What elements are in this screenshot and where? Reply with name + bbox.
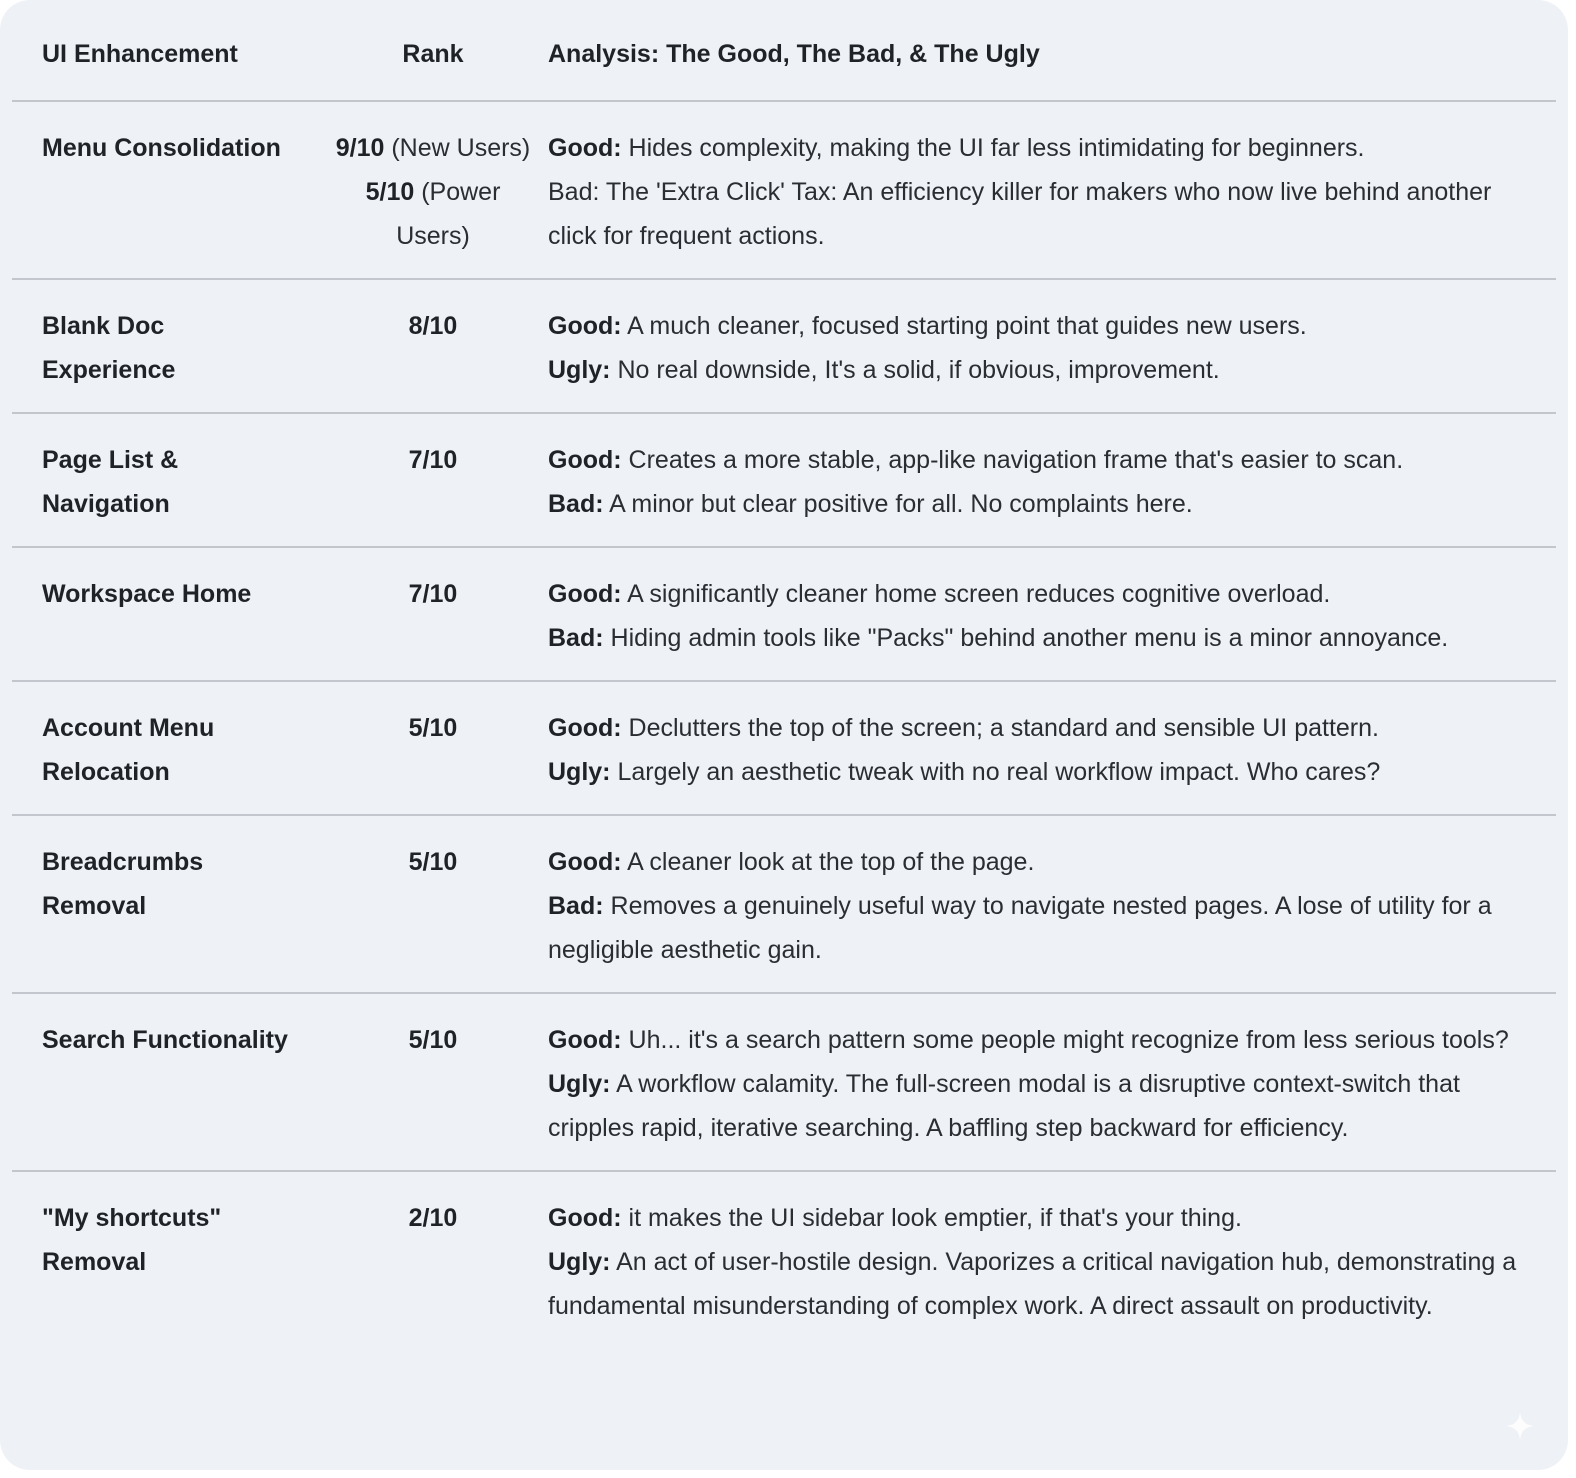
table-header-row [12, 18, 1556, 101]
analysis-line [548, 348, 1530, 392]
rank-score: 5/10 [408, 848, 458, 876]
analysis-text: Removes a genuinely useful way to navigate nested pages. A lose of utility for a negligible aesthetic gain. [548, 892, 1492, 964]
feature-name: Account Menu Relocation [12, 681, 330, 815]
analysis-label: Bad: [548, 892, 604, 920]
analysis-text: Largely an aesthetic tweak with no real workflow impact. Who cares? [610, 758, 1381, 786]
rank-score: 9/10 [335, 134, 385, 162]
analysis-text: A workflow calamity. The full-screen modal is a disruptive context-switch that cripples rapid, iterative searching. A baffling step backward for efficiency. [548, 1070, 1460, 1142]
analysis-cell [536, 993, 1556, 1171]
analysis-cell [536, 101, 1556, 279]
rank-line [330, 572, 536, 616]
analysis-label: Bad: [548, 624, 604, 652]
analysis-text: Bad: The 'Extra Click' Tax: An efficiency killer for makers who now live behind another click for frequent actions. [548, 178, 1492, 250]
analysis-text: Hiding admin tools like "Packs" behind another menu is a minor annoyance. [603, 624, 1449, 652]
rank-cell [330, 815, 536, 993]
rank-score: 2/10 [408, 1204, 458, 1232]
analysis-cell [536, 1171, 1556, 1348]
rank-line [330, 840, 536, 884]
analysis-line [548, 840, 1530, 884]
analysis-line [548, 572, 1530, 616]
analysis-text: Hides complexity, making the UI far less intimidating for beginners. [621, 134, 1365, 162]
analysis-label: Ugly: [548, 356, 611, 384]
analysis-label: Good: [548, 848, 622, 876]
analysis-line [548, 884, 1530, 972]
analysis-text: it makes the UI sidebar look emptier, if that's your thing. [621, 1204, 1242, 1232]
analysis-line [548, 1196, 1530, 1240]
analysis-text: Declutters the top of the screen; a standard and sensible UI pattern. [621, 714, 1379, 742]
analysis-line [548, 750, 1530, 794]
analysis-line [548, 482, 1530, 526]
analysis-label: Good: [548, 1204, 622, 1232]
analysis-line [548, 1062, 1530, 1150]
analysis-text: A minor but clear positive for all. No complaints here. [603, 490, 1193, 518]
table-row [12, 815, 1556, 993]
analysis-label: Ugly: [548, 758, 611, 786]
analysis-text: A significantly cleaner home screen reduces cognitive overload. [621, 580, 1331, 608]
table-row [12, 681, 1556, 815]
analysis-label: Good: [548, 1026, 622, 1054]
table-row [12, 993, 1556, 1171]
rank-line [330, 170, 536, 258]
rank-score: 7/10 [408, 580, 458, 608]
analysis-line [548, 1240, 1530, 1328]
rank-line [330, 1196, 536, 1240]
header-analysis: Analysis: The Good, The Bad, & The Ugly [536, 18, 1556, 101]
table-row [12, 101, 1556, 279]
feature-name: Menu Consolidation [12, 101, 330, 279]
header-rank: Rank [330, 18, 536, 101]
analysis-label: Good: [548, 134, 622, 162]
rank-cell [330, 1171, 536, 1348]
rank-score: 7/10 [408, 446, 458, 474]
rank-line [330, 1018, 536, 1062]
rank-cell [330, 993, 536, 1171]
feature-name: Blank Doc Experience [12, 279, 330, 413]
header-enhancement: UI Enhancement [12, 18, 330, 101]
rank-score: 5/10 [408, 714, 458, 742]
analysis-cell [536, 681, 1556, 815]
ranking-table [12, 18, 1556, 1348]
analysis-line [548, 616, 1530, 660]
analysis-text: Uh... it's a search pattern some people might recognize from less serious tools? [621, 1026, 1509, 1054]
feature-name: Search Functionality [12, 993, 330, 1171]
table-row [12, 547, 1556, 681]
analysis-text: Creates a more stable, app-like navigation frame that's easier to scan. [621, 446, 1404, 474]
analysis-text: A much cleaner, focused starting point that guides new users. [621, 312, 1307, 340]
sparkle-icon [1506, 1412, 1534, 1440]
rank-score: 5/10 [365, 178, 415, 206]
analysis-line [548, 304, 1530, 348]
analysis-label: Bad: [548, 490, 604, 518]
analysis-line [548, 126, 1530, 170]
table-row [12, 279, 1556, 413]
rank-cell [330, 681, 536, 815]
analysis-label: Ugly: [548, 1070, 611, 1098]
rank-cell [330, 279, 536, 413]
rank-note: (New Users) [384, 134, 531, 162]
analysis-text: A cleaner look at the top of the page. [621, 848, 1035, 876]
rank-line [330, 126, 536, 170]
rank-cell [330, 101, 536, 279]
feature-name: Workspace Home [12, 547, 330, 681]
rank-score: 5/10 [408, 1026, 458, 1054]
analysis-label: Good: [548, 580, 622, 608]
rank-line [330, 706, 536, 750]
analysis-label: Good: [548, 446, 622, 474]
rank-cell [330, 547, 536, 681]
analysis-line [548, 438, 1530, 482]
analysis-text: An act of user-hostile design. Vaporizes a critical navigation hub, demonstrating a fundamental misunderstanding of complex work. A direct assault on productivity. [548, 1248, 1517, 1320]
analysis-cell [536, 279, 1556, 413]
table-row [12, 1171, 1556, 1348]
feature-name: "My shortcuts" Removal [42, 1204, 222, 1276]
feature-name: Page List & Navigation [12, 413, 330, 547]
rank-line [330, 438, 536, 482]
rank-cell [330, 413, 536, 547]
table-body [12, 101, 1556, 1348]
analysis-cell [536, 413, 1556, 547]
analysis-line [548, 170, 1530, 258]
analysis-text: No real downside, It's a solid, if obvious, improvement. [610, 356, 1220, 384]
analysis-cell [536, 815, 1556, 993]
rank-note: (Power Users) [396, 178, 501, 250]
analysis-label: Ugly: [548, 1248, 611, 1276]
analysis-line [548, 1018, 1530, 1062]
rank-score: 8/10 [408, 312, 458, 340]
analysis-label: Good: [548, 312, 622, 340]
analysis-label: Good: [548, 714, 622, 742]
analysis-cell [536, 547, 1556, 681]
analysis-line [548, 706, 1530, 750]
rank-line [330, 304, 536, 348]
table-row [12, 413, 1556, 547]
feature-name: Breadcrumbs Removal [12, 815, 330, 993]
